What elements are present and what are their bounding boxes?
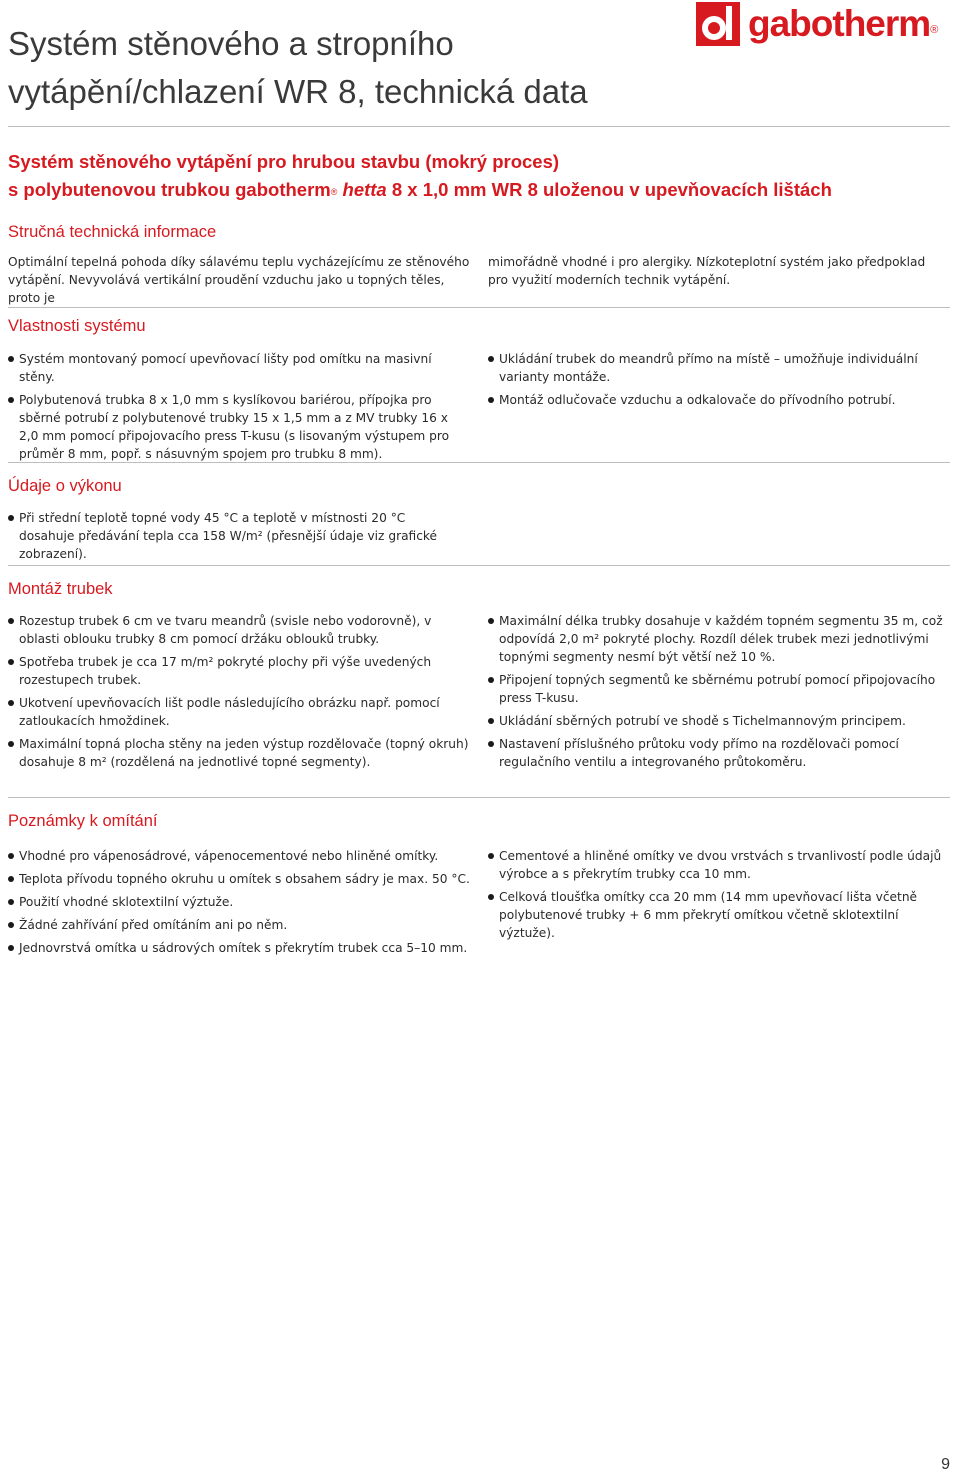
pipe-install-list-left [8,612,470,776]
performance-heading: Údaje o výkonu [8,477,122,495]
short-info-text-left: Optimální tepelná pohoda díky sálavému teplu vycházejícímu ze stěnového vytápění. Nevyvolává vertikální proudění vzduchu jako u topných těles, proto je [8,255,470,305]
plaster-notes-list-right [488,847,948,947]
page-title: Systém stěnového a stropního vytápění/chlazení WR 8, technická data [8,25,588,110]
list-item: Rozestup trubek 6 cm ve tvaru meandrů (svisle nebo vodorovně), v oblasti oblouku trubky 8 cm pomocí držáku oblouků trubky. [8,612,470,648]
list-item: Spotřeba trubek je cca 17 m/m² pokryté plochy při výše uvedených rozestupech trubek. [8,653,470,689]
section-divider [8,307,950,308]
performance-list [8,509,460,568]
list-item: Teplota přívodu topného okruhu u omítek s obsahem sádry je max. 50 °C. [8,870,470,888]
list-item: Polybutenová trubka 8 x 1,0 mm s kyslíkovou bariérou, přípojka pro sběrné potrubí z polybutenové trubky 15 x 1,5 mm a z MV trubky 16 x 2,0 mm pomocí připojovacího press T-kusu (s lisovaným výstupem pro průměr 8 mm, popř. s násuvným spojem pro trubku 8 mm). [8,391,468,463]
properties-list-right [488,350,950,414]
plaster-notes-heading: Poznámky k omítání [8,812,158,830]
plaster-notes-list-left [8,847,470,962]
list-item: Systém montovaný pomocí upevňovací lišty pod omítku na masivní stěny. [8,350,468,386]
list-item: Připojení topných segmentů ke sběrnému potrubí pomocí připojovacího press T-kusu. [488,671,948,707]
gabotherm-logo-mark-icon [696,2,744,48]
list-item: Montáž odlučovače vzduchu a odkalovače do přívodního potrubí. [488,391,950,409]
list-item: Použití vhodné sklotextilní výztuže. [8,893,470,911]
header-divider [8,126,950,127]
list-item: Žádné zahřívání před omítáním ani po něm. [8,916,470,934]
short-info-heading: Stručná technická informace [8,223,217,241]
gabotherm-logo [696,2,960,50]
list-item: Ukotvení upevňovacích lišt podle následujícího obrázku např. pomocí zatloukacích hmoždinek. [8,694,470,730]
section-divider [8,797,950,798]
list-item: Při střední teplotě topné vody 45 °C a teplotě v místnosti 20 °C dosahuje předávání tepla cca 158 W/m² (přesnější údaje viz grafické zobrazení). [8,509,460,563]
list-item: Maximální délka trubky dosahuje v každém topném segmentu 35 m, což odpovídá 2,0 m² pokryté plochy. Rozdíl délek trubek mezi jednotlivými topnými segmenty nesmí být větší než 10 %. [488,612,948,666]
list-item: Celková tloušťka omítky cca 20 mm (14 mm upevňovací lišta včetně polybutenové trubky + 6 mm překrytí omítkou včetně sklotextilní výztuže). [488,888,948,942]
list-item: Ukládání trubek do meandrů přímo na místě – umožňuje individuální varianty montáže. [488,350,950,386]
section-divider [8,462,950,463]
properties-list-left [8,350,468,468]
list-item: Ukládání sběrných potrubí ve shodě s Tichelmannovým principem. [488,712,948,730]
short-info-text-right: mimořádně vhodné i pro alergiky. Nízkoteplotní systém jako předpoklad pro využití moderních technik vytápění. [488,255,926,287]
list-item: Vhodné pro vápenosádrové, vápenocementové nebo hliněné omítky. [8,847,470,865]
page-number: 9 [941,1456,950,1473]
section-divider [8,565,950,566]
logo-wordmark: gabotherm® [748,3,939,44]
list-item: Maximální topná plocha stěny na jeden výstup rozdělovače (topný okruh) dosahuje 8 m² (rozdělená na jednotlivé topné segmenty). [8,735,470,771]
subtitle-line-2: s polybutenovou trubkou gabotherm® hetta 8 x 1,0 mm WR 8 uloženou v upevňovacích lištách [8,179,832,200]
list-item: Jednovrstvá omítka u sádrových omítek s překrytím trubek cca 5–10 mm. [8,939,470,957]
subtitle-line-1: Systém stěnového vytápění pro hrubou stavbu (mokrý proces) [8,151,560,172]
list-item: Nastavení příslušného průtoku vody přímo na rozdělovači pomocí regulačního ventilu a integrovaného průtokoměru. [488,735,948,771]
list-item: Cementové a hliněné omítky ve dvou vrstvách s trvanlivostí podle údajů výrobce a s překrytím trubky cca 10 mm. [488,847,948,883]
pipe-install-heading: Montáž trubek [8,580,113,598]
pipe-install-list-right [488,612,948,776]
properties-heading: Vlastnosti systému [8,317,146,335]
document-subtitle [8,148,948,204]
